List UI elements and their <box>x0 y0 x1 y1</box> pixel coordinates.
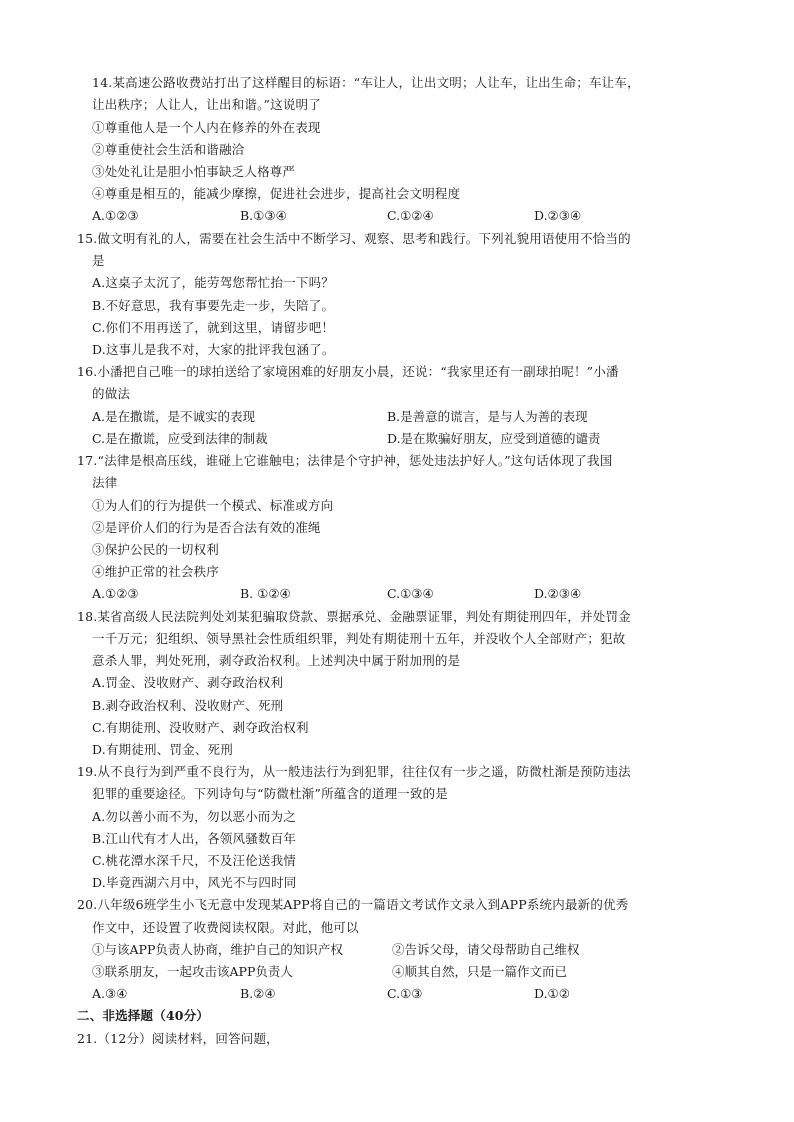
q18-option-a: A.罚金、没收财产、剥夺政治权利 <box>92 675 284 690</box>
q19-option-d: D.毕竟西湖六月中，风光不与四时同 <box>92 875 297 890</box>
q19-stem-line-2: 犯罪的重要途径。下列诗句与“防微杜渐”所蕴含的道理一致的是 <box>92 786 449 801</box>
q18-stem-line-3: 意杀人罪，判处死刑，剥夺政治权利。上述判决中属于附加刑的是 <box>92 653 461 668</box>
q20-item-4: ④顺其自然，只是一篇作文而已 <box>392 964 568 979</box>
q20-option-c: C.①③ <box>387 986 423 1001</box>
q17-option-b: B. ①②④ <box>240 586 291 601</box>
q16-option-d: D.是在欺骗好朋友，应受到道德的谴责 <box>387 431 601 446</box>
q17-stem-line-2: 法律 <box>92 475 118 490</box>
q14-option-d: D.②③④ <box>534 208 582 223</box>
q14-option-b: B.①③④ <box>240 208 287 223</box>
q15-stem-line-1: 15.做文明有礼的人，需要在社会生活中不断学习、观察、思考和践行。下列礼貌用语使用不恰当的 <box>77 231 631 246</box>
q15-option-a: A.这桌子太沉了，能劳驾您帮忙抬一下吗？ <box>92 275 335 290</box>
q19-option-a: A.勿以善小而不为，勿以恶小而为之 <box>92 809 296 824</box>
q15-stem-line-2: 是 <box>92 253 105 268</box>
q20-option-b: B.②④ <box>240 986 276 1001</box>
q18-option-c: C.有期徒刑、没收财产、剥夺政治权利 <box>92 720 309 735</box>
q17-item-3: ③保护公民的一切权利 <box>92 542 220 557</box>
q20-stem-line-2: 作文中，还设置了收费阅读权限。对此，他可以 <box>92 920 359 935</box>
q18-option-d: D.有期徒刑、罚金、死刑 <box>92 742 233 757</box>
q18-stem-line-2: 一千万元；犯组织、领导黑社会性质组织罪，判处有期徒刑十五年，并没收个人全部财产；犯故 <box>92 631 626 646</box>
q16-stem-line-1: 16.小潘把自己唯一的球拍送给了家境困难的好朋友小晨，还说：“我家里还有一副球拍呢！”小潘 <box>77 364 619 379</box>
q16-option-b: B.是善意的谎言，是与人为善的表现 <box>387 409 588 424</box>
q19-option-c: C.桃花潭水深千尺，不及汪伦送我情 <box>92 853 296 868</box>
q17-stem-line-1: 17.“法律是根高压线，谁碰上它谁触电；法律是个守护神，惩处违法护好人。”这句话体现了我国 <box>77 453 613 468</box>
q19-option-b: B.江山代有才人出，各领风骚数百年 <box>92 831 297 846</box>
q20-item-2: ②告诉父母，请父母帮助自己维权 <box>392 942 580 957</box>
q14-item-3: ③处处礼让是胆小怕事缺乏人格尊严 <box>92 164 296 179</box>
q14-stem-line-2: 让出秩序；人让人，让出和谐。”这说明了 <box>92 97 321 112</box>
q20-item-3: ③联系朋友，一起攻击该APP负责人 <box>92 964 293 979</box>
q20-item-1: ①与该APP负责人协商，维护自己的知识产权 <box>92 942 343 957</box>
q20-stem-line-1: 20.八年级6班学生小飞无意中发现某APP将自己的一篇语文考试作文录入到APP系统内最新的优秀 <box>77 897 629 912</box>
q16-stem-line-2: 的做法 <box>92 386 131 401</box>
section-2-heading: 二、非选择题（40分） <box>77 1008 210 1023</box>
q17-item-4: ④维护正常的社会秩序 <box>92 564 220 579</box>
q14-option-c: C.①②④ <box>387 208 434 223</box>
q17-option-c: C.①③④ <box>387 586 434 601</box>
q17-option-a: A.①②③ <box>92 586 139 601</box>
q14-item-2: ②尊重使社会生活和谐融洽 <box>92 142 245 157</box>
q17-option-d: D.②③④ <box>534 586 582 601</box>
q20-option-a: A.③④ <box>92 986 128 1001</box>
q20-option-d: D.①② <box>534 986 570 1001</box>
q14-stem-line-1: 14.某高速公路收费站打出了这样醒目的标语：“车让人，让出文明；人让车，让出生命；车让车， <box>92 75 640 90</box>
q14-option-a: A.①②③ <box>92 208 139 223</box>
q18-stem-line-1: 18.某省高级人民法院判处刘某犯骗取贷款、票据承兑、金融票证罪，判处有期徒刑四年，并处罚金 <box>77 609 631 624</box>
q17-item-2: ②是评价人们的行为是否合法有效的准绳 <box>92 520 321 535</box>
q14-item-1: ①尊重他人是一个人内在修养的外在表现 <box>92 120 321 135</box>
q15-option-d: D.这事儿是我不对，大家的批评我包涵了。 <box>92 342 335 357</box>
q19-stem-line-1: 19.从不良行为到严重不良行为，从一般违法行为到犯罪，往往仅有一步之遥，防微杜渐是预防违法 <box>77 764 631 779</box>
q18-option-b: B.剥夺政治权利、没收财产、死刑 <box>92 698 284 713</box>
q15-option-b: B.不好意思，我有事要先走一步，失陪了。 <box>92 298 335 313</box>
q17-item-1: ①为人们的行为提供一个模式、标准或方向 <box>92 498 334 513</box>
q16-option-a: A.是在撒谎，是不诚实的表现 <box>92 409 256 424</box>
q14-item-4: ④尊重是相互的，能减少摩擦，促进社会进步，提高社会文明程度 <box>92 186 461 201</box>
q15-option-c: C.你们不用再送了，就到这里，请留步吧！ <box>92 320 335 335</box>
q16-option-c: C.是在撒谎，应受到法律的制裁 <box>92 431 268 446</box>
q21-stem: 21.（12分）阅读材料，回答问题， <box>77 1031 279 1046</box>
